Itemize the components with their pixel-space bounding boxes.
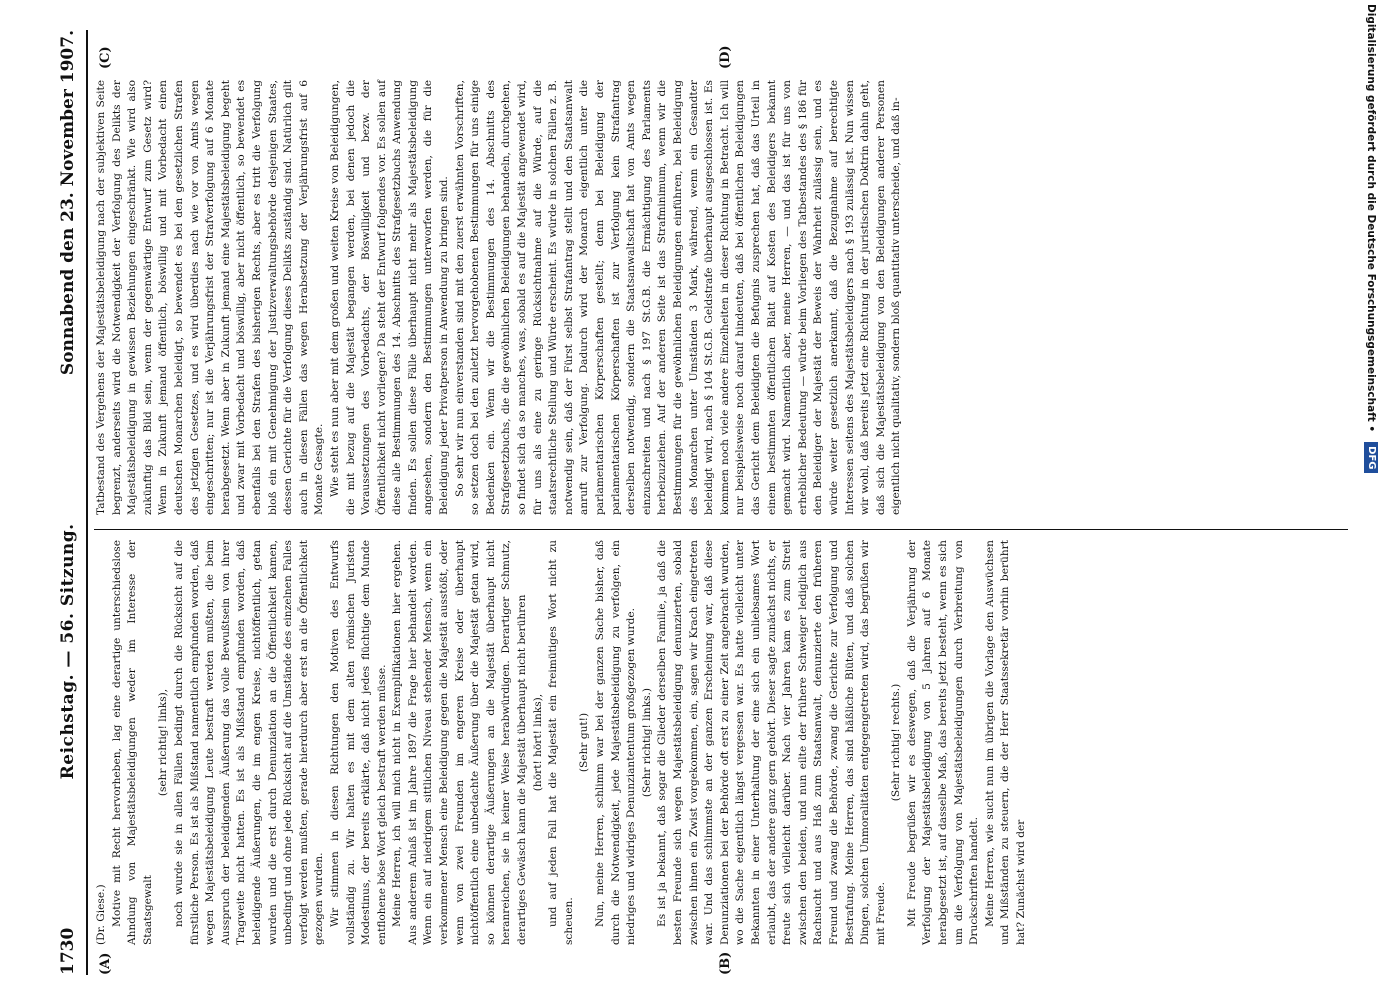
- paragraph: (sehr richtig! links),: [157, 688, 170, 797]
- dfg-logo: DFG: [1364, 442, 1378, 473]
- paragraph: (Sehr richtig! links.): [640, 687, 653, 798]
- margin-marker-a: (A): [98, 952, 113, 975]
- digitization-credit: [1360, 0, 1382, 1000]
- credit-line: [1360, 4, 1382, 994]
- paragraph: Wir stimmen in diesen Richtungen den Motiven des Entwurfs vollständig zu. Wir halten es mit dem alten römischen Juristen Modestinus, der bereits erklärte, daß nicht jedes flüchtige dem Munde entflohene böse Wort gleich bestraft werden müsse.: [328, 540, 388, 945]
- paragraph: Tatbestand des Vergehens der Majestätsbeleidigung nach der subjektiven Seite begrenzt, anderseits wird die Notwendigkeit der Verfolgung des Delikts der Majestätsbeleidigung in gewissen Beziehungen eingeschränkt. Wie wird also zukünftig das Bild sein, wenn der gegenwärtige Entwurf zum Gesetz wird? Wenn in Zukunft jemand öffentlich, böswillig und mit Vorbedacht einen deutschen Monarchen beleidigt, so bewendet es bei den gesetzlichen Strafen des jetzigen Gesetzes, und es wird überdies nach wie vor von Amts wegen eingeschritten; nur ist die Verjährungsfrist der Strafverfolgung auf 6 Monate herabgesetzt. Wenn aber in Zukunft jemand eine Majestätsbeleidigung begeht und zwar mit Vorbedacht und böswillig, aber nicht öffentlich, so bewendet es ebenfalls bei den Strafen des bisherigen Rechts, aber es tritt die Verfolgung bloß ein mit Genehmigung der Justizverwaltungsbehörde desjenigen Staates, dessen Gerichte für die Verfolgung dieses Delikts zuständig sind. Natürlich gilt auch in diesen Fällen das wegen Herabsetzung der Verjährungsfrist auf 6 Monate Gesagte.: [95, 80, 326, 515]
- paragraph: Mit Freude begrüßen wir es deswegen, daß die Verjährung der Verfolgung der Majestätsbeleidigung von 5 Jahren auf 6 Monate herabgesetzt ist, auf dasselbe Maß, das bereits jetzt besteht, wenn es sich um die Verfolgung von Majestätsbeleidigungen durch Verbreitung von Druckschriften handelt.: [905, 540, 981, 945]
- paragraph: (Dr. Giese.): [95, 884, 107, 945]
- credit-text: Digitalisierung gefördert durch die Deutsche Forschungsgemeinschaft •: [1365, 4, 1377, 433]
- margin-marker-b: (B): [718, 951, 733, 975]
- paragraph: Meine Herren, ich will mich nicht in Exemplifikationen hier ergehen. Aus anderem Anlaß ist im Jahre 1897 die Frage hier behandelt worden. Wenn ein auf niedrigem sittlichen Niveau stehender Mensch, wenn ein verkommener Mensch eine Beleidigung gegen die Majestät ausstößt, oder wenn von zwei Freunden im engeren Kreise oder überhaupt nichtöffentlich eine unbedachte Äußerung über die Majestät getan wird, so können derartige Äußerungen an die Majestät überhaupt nicht heranreichen, sie in keiner Weise herabwürdigen. Derartiger Schmutz, derartiges Gewäsch kann die Majestät überhaupt nicht berühren: [391, 540, 529, 945]
- paragraph: Wie steht es nun aber mit dem großen und weiten Kreise von Beleidigungen, die mit bezug auf die Majestät begangen werden, bei denen jedoch die Voraussetzungen des Vorbedachts, der Böswilligkeit und bezw. der Öffentlichkeit nicht vorliegen? Da steht der Entwurf folgendes vor. Es sollen auf diese alle Bestimmungen des 14. Abschnitts des Strafgesetzbuchs Anwendung finden. Es sollen diese Fälle überhaupt nicht mehr als Majestätsbeleidigung angesehen, sondern den Bestimmungen unterworfen werden, die für die Beleidigung jeder Privatperson in Anwendung zu bringen sind.: [328, 80, 451, 515]
- paragraph: und auf jeden Fall hat die Majestät ein freimütiges Wort nicht zu scheuen.: [547, 540, 575, 945]
- header-left-title: Reichstag. — 56. Sitzung.: [58, 523, 78, 780]
- header-right-title: Sonnabend den 23. November 1907.: [58, 30, 78, 376]
- paragraph: Meine Herren, wie sucht nun im übrigen die Vorlage den Auswüchsen und Mißständen zu steuern, die der Herr Staatssekretär vorhin berührt hat? Zunächst wird der: [983, 540, 1028, 945]
- paragraph: (hört! hört! links),: [531, 693, 544, 792]
- paragraph: (Sehr gut!): [578, 712, 591, 773]
- margin-marker-c: (C): [98, 46, 113, 69]
- paragraph: Nun, meine Herren, schlimm war bei der ganzen Sache bisher, daß durch die Notwendigkeit, jede Majestätsbeleidigung zu verfolgen, ein niedriges und widriges Denunziantentum großgezogen wurde.: [594, 540, 638, 945]
- paragraph: noch wurde sie in allen Fällen bedingt durch die Rücksicht auf die fürstliche Person. Es ist als Mißstand namentlich empfunden worden, daß wegen Majestätsbeleidigung Leute bestraft werden mußten, die beim Ausspruch der beleidigenden Äußerung das volle Bewußtsein von ihrer Tragweite nicht hatten. Es ist als Mißstand empfunden worden, daß beleidigende Äußerungen, die im engen Kreise, nichtöffentlich, getan wurden und die erst durch Denunziation an die Öffentlichkeit kamen, unbedingt und ohne jede Rücksicht auf die Umstände des einzelnen Falles verfolgt werden mußten, gerade hierdurch aber erst an die Öffentlichkeit gezogen wurden.: [172, 540, 326, 945]
- paragraph: (Sehr richtig! rechts.): [890, 683, 903, 802]
- page-header: [58, 30, 88, 975]
- left-text-column: [94, 540, 1348, 945]
- column-divider: [94, 529, 1348, 530]
- printed-page: [58, 30, 1348, 975]
- paragraph: Motive mit Recht hervorheben, lag eine derartige unterschiedslose Ahndung von Majestätsbeleidigungen weder im Interesse der Staatsgewalt: [110, 540, 154, 945]
- margin-marker-d: (D): [718, 45, 733, 69]
- paragraph: So sehr wir nun einverstanden sind mit den zuerst erwähnten Vorschriften, so setzen doch bei den zuletzt hervorgehobenen Bestimmungen für uns einige Bedenken ein. Wenn wir die Bestimmungen des 14. Abschnitts des Strafgesetzbuchs, die die gewöhnlichen Beleidigungen behandeln, durchgehen, so findet sich da so manches, was, sobald es auf die Majestät angewendet wird, für uns als eine zu geringe Rücksichtnahme auf die Würde, auf die staatsrechtliche Stellung und Würde erscheint. Es würde in solchen Fällen z. B. notwendig sein, daß der Fürst selbst Strafantrag stellt und den Staatsanwalt anruft zur Verfolgung. Dadurch wird der Monarch eigentlich unter die parlamentarischen Körperschaften gestellt; denn bei Beleidigung der parlamentarischen Körperschaften ist zur Verfolgung kein Strafantrag derselben notwendig, sondern die Staatsanwaltschaft hat von Amts wegen einzuschreiten und nach § 197 St.G.B. die Ermächtigung des Parlaments herbeizuziehen. Auf der anderen Seite ist das Strafminimum, wenn wir die Bestimmungen für die gewöhnlichen Beleidigungen einführen, bei Beleidigung des Monarchen unter Umständen 3 Mark, während, wenn ein Gesandter beleidigt wird, nach § 104 St.G.B. Geldstrafe überhaupt ausgeschlossen ist. Es kommen noch viele andere Einzelheiten in dieser Richtung in Betracht. Ich will nur beispielsweise noch darauf hindeuten, daß bei öffentlichen Beleidigungen das Gericht dem Beleidigten die Befugnis zusprechen hat, daß das Urteil in einem bestimmten öffentlichen Blatt auf Kosten des Beleidigers bekannt gemacht wird. Namentlich aber, meine Herren, — und das ist für uns von erheblicher Bedeutung — würde beim Vorliegen des Tatbestandes des § 186 für den Beleidiger der Majestät der Beweis der Wahrheit zulässig sein, und es würde weiter gesetzlich anerkannt, daß die Bezugnahme auf berechtigte Interessen seitens des Majestätsbeleidigers nach § 193 zulässig ist. Nun wissen wir wohl, daß bereits jetzt eine Richtung in der juristischen Doktrin dahin geht, daß sich die Majestätsbeleidigung von den Beleidigungen anderer Personen eigentlich nicht qualitativ, sondern bloß quantitativ unterscheide, und daß in-: [453, 80, 903, 515]
- page-number: 1730: [58, 927, 78, 975]
- right-text-column: [94, 80, 1348, 515]
- paragraph: Es ist ja bekannt, daß sogar die Glieder derselben Familie, ja daß die besten Freunde sich wegen Majestätsbeleidigung denunzierten, sobald zwischen ihnen ein Zwist vorgekommen, ein, sagen wir Krach eingetreten war. Und das schlimmste an der ganzen Erscheinung war, daß diese Denunziationen bei der Behörde oft erst zu einer Zeit angebracht wurden, wo die Sache eigentlich längst vergessen war. Es hatte vielleicht unter Bekannten in einer Unterhaltung der eine sich ein unliebsames Wort erlaubt, das der andere ganz gern gehört. Dieser sagte zunächst nichts, er freute sich vielleicht darüber. Nach vier Jahren kam es zum Streit zwischen den beiden, und nun eilte der frühere Schweiger lediglich aus Rachsucht und aus Haß zum Staatsanwalt, denunzierte den früheren Freund und zwang die Behörde, zwang die Gerichte zur Verfolgung und Bestrafung. Meine Herren, das sind häßliche Blüten, und daß solchen Dingen, solchen Unmoralitäten entgegengetreten wird, das begrüßen wir mit Freude.: [656, 540, 887, 945]
